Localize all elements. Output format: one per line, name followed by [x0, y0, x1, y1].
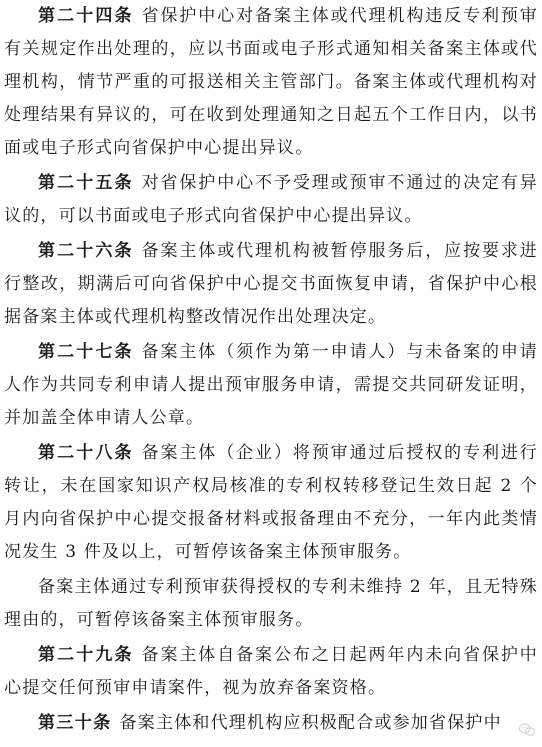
- article-25-paragraph: [4, 167, 538, 233]
- article-25-heading: 第二十五条: [38, 173, 134, 193]
- article-27-heading: 第二十七条: [38, 342, 134, 362]
- article-30-text: 备案主体和代理机构应积极配合或参加省保护中: [119, 713, 502, 733]
- article-27-text: 备案主体（须作为第一申请人）与未备案的申请人作为共同专利申请人提出预审服务申请，需提交共同研发证明，并加盖全体申请人公章。: [4, 342, 538, 428]
- article-26-paragraph: [4, 235, 538, 334]
- article-30-paragraph: [4, 707, 538, 740]
- article-29-paragraph: [4, 639, 538, 705]
- article-29-text: 备案主体自备案公布之日起两年内未向省保护中心提交任何预审申请案件，视为放弃备案资格。: [4, 645, 538, 698]
- article-27-paragraph: [4, 336, 538, 435]
- article-24-text: 省保护中心对备案主体或代理机构违反专利预审有关规定作出处理的，应以书面或电子形式通知相关备案主体或代理机构，情节严重的可报送相关主管部门。备案主体或代理机构对处理结果有异议的，可在收到处理通知之日起五个工作日内，以书面或电子形式向省保护中心提出异议。: [4, 6, 538, 158]
- article-26-heading: 第二十六条: [38, 241, 134, 261]
- document-body: [4, 0, 538, 740]
- article-28-continuation-text: 备案主体通过专利预审获得授权的专利未维持 2 年，且无特殊理由的，可暂停该备案主体预审服务。: [4, 577, 538, 630]
- article-28-paragraph: [4, 437, 538, 569]
- article-28-heading: 第二十八条: [38, 443, 134, 463]
- article-28-text: 备案主体（企业）将预审通过后授权的专利进行转让，未在国家知识产权局核准的专利权转移登记生效日起 2 个月内向省保护中心提交报备材料或报备理由不充分，一年内此类情况发生 3 件及以上，可暂停该备案主体预审服务。: [4, 443, 538, 562]
- article-26-text: 备案主体或代理机构被暂停服务后，应按要求进行整改，期满后可向省保护中心提交书面恢复申请，省保护中心根据备案主体或代理机构整改情况作出处理决定。: [4, 241, 538, 327]
- article-24-paragraph: [4, 0, 538, 165]
- article-24-heading: 第二十四条: [38, 6, 134, 26]
- watermark: [518, 721, 536, 739]
- wechat-logo-icon: [518, 721, 536, 739]
- article-25-text: 对省保护中心不予受理或预审不通过的决定有异议的，可以书面或电子形式向省保护中心提出异议。: [4, 173, 538, 226]
- article-29-heading: 第二十九条: [38, 645, 134, 665]
- article-30-heading: 第三十条: [38, 713, 112, 733]
- article-28-continuation-paragraph: [4, 571, 538, 637]
